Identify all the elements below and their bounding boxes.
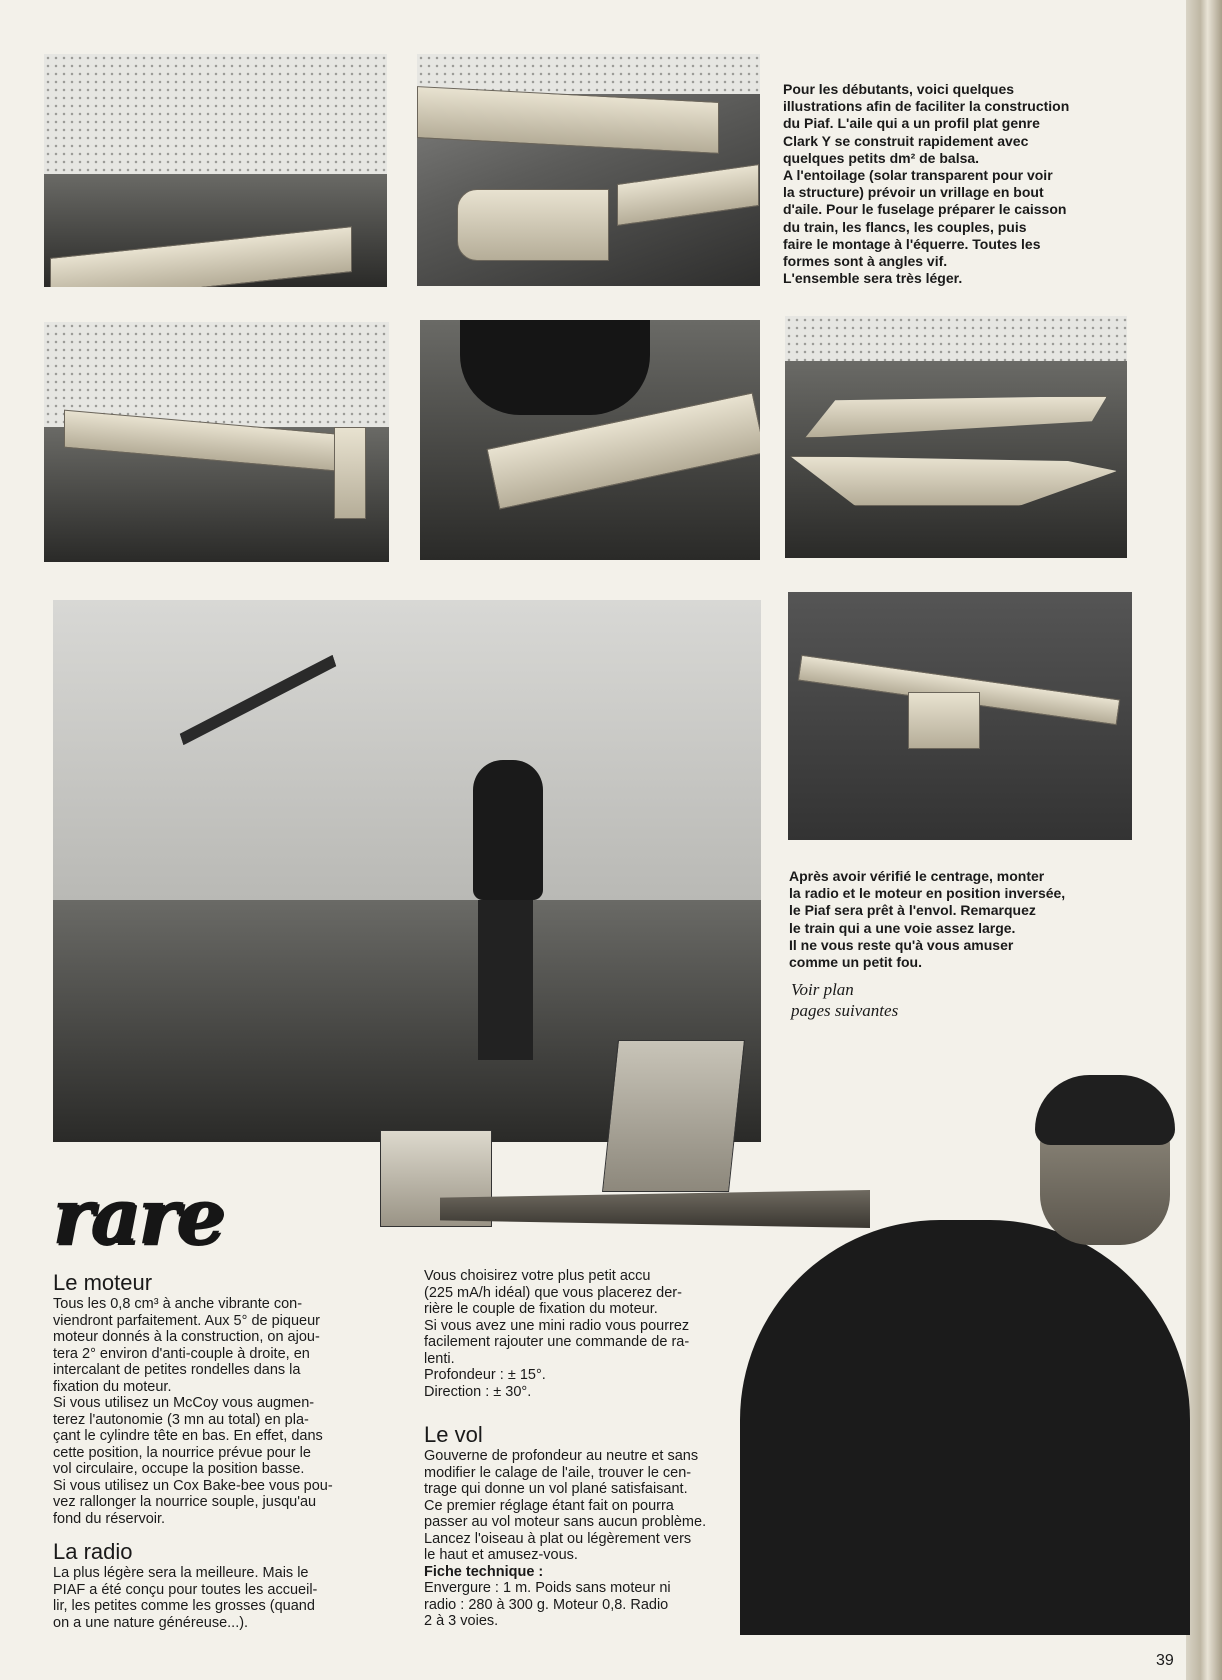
body-line: trage qui donne un vol plané satisfaisant. [424,1481,688,1497]
body-line: modifier le calage de l'aile, trouver le cen- [424,1464,692,1481]
body-line: Tous les 0,8 cm³ à anche vibrante con- [53,1296,303,1312]
construction-caption [783,81,1163,287]
body-line: cette position, la nourrice prévue pour le [53,1444,311,1461]
body-line: lenti. [424,1350,455,1367]
caption-line: quelques petits dm² de balsa. [783,149,980,166]
body-line: (225 mA/h idéal) que vous placerez der- [424,1284,682,1301]
caption-line: faire le montage à l'équerre. Toutes les [783,235,1041,252]
see-plan-line: pages suivantes [791,1001,899,1020]
caption-line: du train, les flancs, les couples, puis [783,218,1027,235]
body-line: Direction : ± 30°. [424,1383,532,1400]
body-line: vez rallonger la nourrice souple, jusqu'au [53,1494,317,1510]
column-left [53,1270,398,1631]
body-line: Ce premier réglage étant fait on pourra [424,1497,674,1514]
pilot-legs [478,900,533,1060]
caption-line: du Piaf. L'aile qui a un profil plat genre [783,115,1040,132]
body-line: fond du réservoir. [53,1510,166,1527]
caption-line: Clark Y se construit rapidement avec [783,132,1029,149]
body-line: Si vous utilisez un McCoy vous augmen- [53,1395,315,1411]
caption-line: formes sont à angles vif. [783,253,948,270]
body-line: viendront parfaitement. Aux 5° de piqueur [53,1312,320,1329]
model-fin [602,1040,745,1192]
body-line: Profondeur : ± 15°. [424,1367,546,1383]
photo-model-on-grass [788,592,1132,840]
flight-caption [789,868,1149,971]
body-line: çant le cylindre tête en bas. En effet, dans [53,1428,323,1444]
caption-line: Pour les débutants, voici quelques [783,81,1015,97]
body-line: La plus légère sera la meilleure. Mais le [53,1565,309,1581]
body-line: intercalant de petites rondelles dans la [53,1362,301,1378]
body-line: 2 à 3 voies. [424,1613,499,1629]
body-line: Envergure : 1 m. Poids sans moteur ni [424,1580,671,1596]
body-line: Gouverne de profondeur au neutre et sans [424,1448,699,1464]
caption-line: d'aile. Pour le fuselage préparer le caisson [783,201,1067,218]
section-heading-vol: Le vol [424,1422,483,1447]
body-line: tera 2° environ d'anti-couple à droite, en [53,1345,310,1362]
caption-line: A l'entoilage (solar transparent pour voir [783,167,1053,184]
see-plan-line: Voir plan [791,980,854,999]
caption-line: L'ensemble sera très léger. [783,270,963,287]
article-logo: rare [52,1171,223,1262]
body-line: moteur donnés à la construction, on ajou- [53,1329,320,1345]
caption-line: la radio et le moteur en position inversée, [789,885,1066,902]
caption-line: Il ne vous reste qu'à vous amuser [789,936,1014,953]
photo-wing-structure [44,54,387,287]
photo-covering-iron [420,320,760,560]
body-line: radio : 280 à 300 g. Moteur 0,8. Radio [424,1596,669,1613]
photo-assembled-model [417,54,760,286]
caption-line: illustrations afin de faciliter la construction [783,98,1070,115]
man-silhouette [740,1220,1190,1635]
caption-line: comme un petit fou. [789,954,922,971]
page-number: 39 [1156,1652,1174,1669]
column-middle [424,1268,784,1630]
body-line: terez l'autonomie (3 mn au total) en pla- [53,1411,309,1428]
section-heading-radio: La radio [53,1539,133,1564]
caption-line: le train qui a une voie assez large. [789,919,1016,936]
body-line: Si vous utilisez un Cox Bake-bee vous pou- [53,1477,333,1494]
photo-fuselage [44,322,389,562]
body-line: passer au vol moteur sans aucun problème. [424,1514,707,1530]
iron-shape [460,320,650,415]
body-line: vol circulaire, occupe la position basse. [53,1461,305,1477]
caption-line: le Piaf sera prêt à l'envol. Remarquez [789,902,1036,919]
body-line: facilement rajouter une commande de ra- [424,1334,690,1350]
body-line: le haut et amusez-vous. [424,1547,578,1563]
section-heading-moteur: Le moteur [53,1270,153,1295]
body-line: Lancez l'oiseau à plat ou légèrement vers [424,1530,692,1547]
see-plan-note [791,979,1041,1021]
man-hair [1035,1075,1175,1145]
pilot-silhouette [473,760,543,900]
photo-wing-halves [785,316,1127,558]
caption-line: Après avoir vérifié le centrage, monter [789,868,1045,884]
body-line: on a une nature généreuse...). [53,1614,249,1631]
body-line: lir, les petites comme les grosses (quand [53,1598,315,1614]
body-line: fixation du moteur. [53,1378,172,1395]
fiche-technique-title: Fiche technique : [424,1563,544,1580]
body-line: PIAF a été conçu pour toutes les accueil- [53,1581,318,1598]
body-line: Si vous avez une mini radio vous pourrez [424,1317,690,1334]
body-line: Vous choisirez votre plus petit accu [424,1268,651,1284]
caption-line: la structure) prévoir un vrillage en bout [783,184,1044,201]
body-line: rière le couple de fixation du moteur. [424,1301,658,1317]
model-fuselage [440,1190,870,1228]
